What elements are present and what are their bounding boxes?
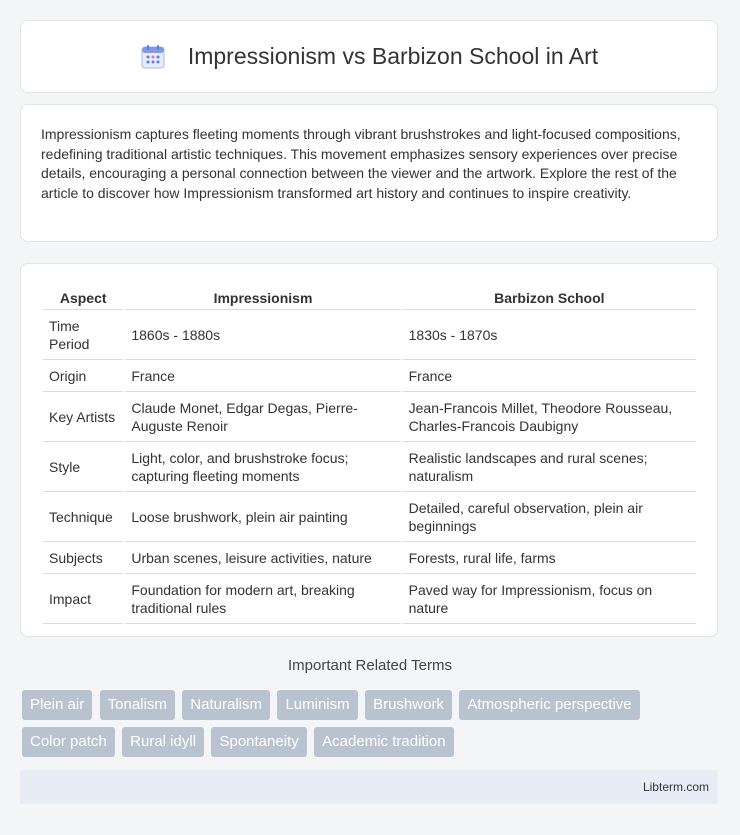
table-row: [43, 542, 696, 574]
cell-aspect: Impact: [43, 574, 123, 624]
table-row: [43, 310, 696, 360]
tag-atmospheric-perspective[interactable]: Atmospheric perspective: [459, 690, 639, 720]
related-terms-title: Important Related Terms: [288, 657, 452, 674]
intro-text: Impressionism captures fleeting moments through vibrant brushstrokes and light-focused compositions, redefining traditional artistic techniques. This movement emphasizes sensory experiences over precise details, encouraging a personal connection between the viewer and the artwork. Explore the rest of the article to discover how Impressionism transformed art history and continues to inspire creativity.: [41, 126, 681, 201]
cell-aspect: Time Period: [43, 310, 123, 360]
cell-barbizon: Jean-Francois Millet, Theodore Rousseau, Charles-Francois Daubigny: [403, 392, 696, 442]
table-row: [43, 360, 696, 392]
header-barbizon: Barbizon School: [403, 284, 696, 310]
tag-color-patch[interactable]: Color patch: [22, 727, 115, 757]
cell-barbizon: Paved way for Impressionism, focus on nature: [403, 574, 696, 624]
cell-barbizon: Detailed, careful observation, plein air beginnings: [403, 492, 696, 542]
intro-card: [20, 104, 718, 242]
cell-aspect: Technique: [43, 492, 123, 542]
tag-brushwork[interactable]: Brushwork: [365, 690, 452, 720]
header-aspect: Aspect: [43, 284, 123, 310]
calendar-icon: [140, 44, 166, 70]
cell-impressionism: Foundation for modern art, breaking traditional rules: [125, 574, 400, 624]
footer: [20, 770, 718, 804]
comparison-table: [41, 284, 698, 624]
cell-impressionism: France: [125, 360, 400, 392]
footer-site-link[interactable]: Libterm.com: [642, 780, 709, 794]
cell-barbizon: 1830s - 1870s: [403, 310, 696, 360]
tag-spontaneity[interactable]: Spontaneity: [211, 727, 306, 757]
cell-barbizon: Realistic landscapes and rural scenes; naturalism: [403, 442, 696, 492]
cell-impressionism: Light, color, and brushstroke focus; capturing fleeting moments: [125, 442, 400, 492]
table-row: [43, 392, 696, 442]
cell-aspect: Style: [43, 442, 123, 492]
table-row: [43, 492, 696, 542]
table-header-row: [43, 284, 696, 310]
tag-plein-air[interactable]: Plein air: [22, 690, 92, 720]
tag-luminism[interactable]: Luminism: [277, 690, 357, 720]
cell-impressionism: 1860s - 1880s: [125, 310, 400, 360]
cell-impressionism: Loose brushwork, plein air painting: [125, 492, 400, 542]
table-row: [43, 442, 696, 492]
cell-aspect: Subjects: [43, 542, 123, 574]
title-card: [20, 20, 718, 93]
cell-impressionism: Claude Monet, Edgar Degas, Pierre-Auguste Renoir: [125, 392, 400, 442]
cell-impressionism: Urban scenes, leisure activities, nature: [125, 542, 400, 574]
tag-academic-tradition[interactable]: Academic tradition: [314, 727, 453, 757]
tag-rural-idyll[interactable]: Rural idyll: [122, 727, 204, 757]
tag-naturalism[interactable]: Naturalism: [182, 690, 270, 720]
tag-tonalism[interactable]: Tonalism: [100, 690, 175, 720]
cell-barbizon: France: [403, 360, 696, 392]
comparison-card: [20, 263, 718, 637]
cell-aspect: Origin: [43, 360, 123, 392]
related-terms-list: [22, 690, 722, 764]
page-title: Impressionism vs Barbizon School in Art: [187, 43, 599, 69]
cell-aspect: Key Artists: [43, 392, 123, 442]
header-impressionism: Impressionism: [125, 284, 400, 310]
cell-barbizon: Forests, rural life, farms: [403, 542, 696, 574]
table-row: [43, 574, 696, 624]
